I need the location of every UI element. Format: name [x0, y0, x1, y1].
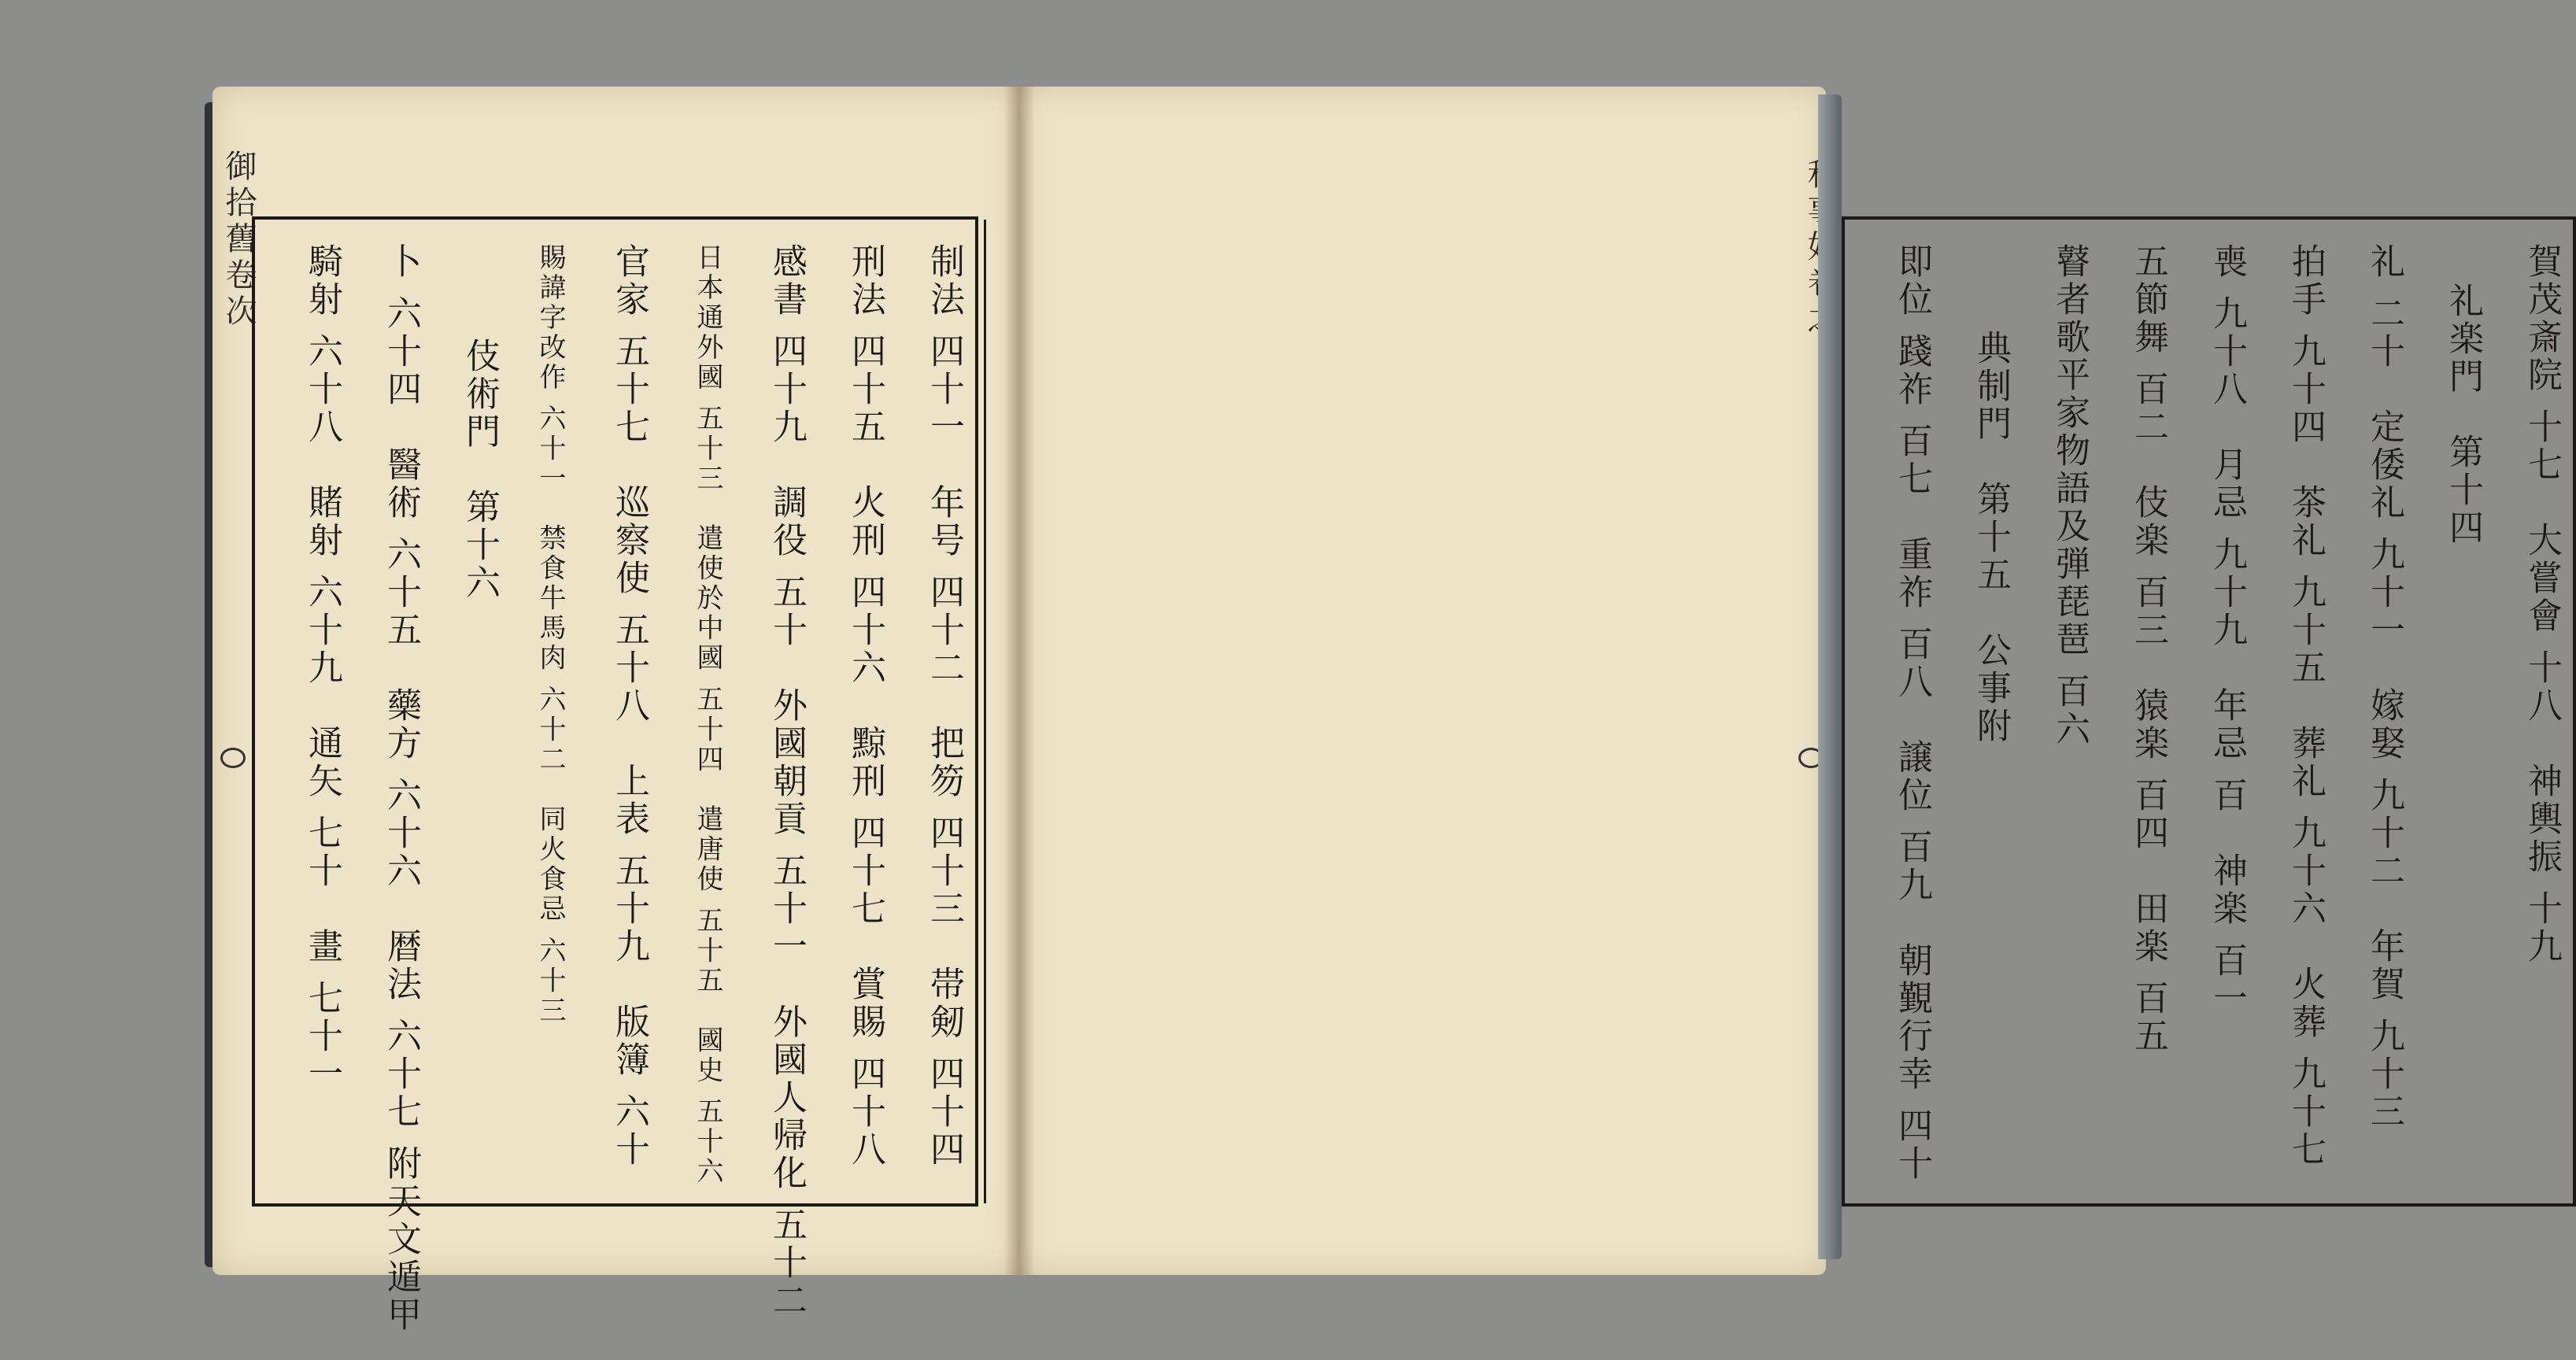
right-page-frame	[1842, 216, 2576, 1207]
left-page-side-title: 御拾舊卷次	[220, 150, 257, 331]
left-page-frame	[252, 216, 978, 1334]
text-column: 日本通外國 五十三 遣使於中國 五十四 遣唐使 五十五 國史 五十六	[692, 243, 723, 1188]
text-column: 即位 踐祚 百七 重祚 百八 譲位 百九 朝覲行幸 四十	[1892, 243, 1932, 1183]
text-column: 感書 四十九 調役 五十 外國朝貢 五十一 外國人帰化 五十二	[767, 243, 807, 1320]
book-gutter	[1003, 87, 1035, 1275]
section-heading: 礼楽門 第十四	[2443, 283, 2483, 547]
text-column: 制法 四十一 年号 四十二 把笏 四十三 帯剱 四十四	[924, 243, 964, 1169]
book-page-edges-right	[1818, 94, 1842, 1259]
left-frame-outer-rule	[984, 220, 986, 1203]
left-page	[213, 87, 1019, 1334]
right-page	[1019, 87, 2562, 1275]
text-column: 刑法 四十五 火刑 四十六 黥刑 四十七 賞賜 四十八	[845, 243, 885, 1169]
text-column: 騎射 六十八 賭射 六十九 通矢 七十 畫 七十一	[302, 243, 342, 1093]
text-column: 賜諱字改作 六十一 禁食牛馬肉 六十二 同火食忌 六十三	[534, 243, 566, 1026]
text-column: 五節舞 百二 伎楽 百三 猿楽 百四 田楽 百五	[2128, 243, 2168, 1055]
text-column: 官家 五十七 巡察使 五十八 上表 五十九 版簿 六十	[609, 243, 649, 1169]
section-heading: 典制門 第十五 公事附	[1971, 330, 2011, 745]
text-column: 卜 六十四 醫術 六十五 藥方 六十六 暦法 六十七 附天文遁甲	[381, 243, 421, 1334]
text-column: 拍手 九十四 茶礼 九十五 葬礼 九十六 火葬 九十七	[2286, 243, 2326, 1169]
text-column: 瞽者歌平家物語及弾琵琶 百六	[2049, 243, 2090, 748]
section-heading: 伎術門 第十六	[460, 338, 500, 602]
left-margin-mark	[220, 748, 246, 768]
text-column: 賀茂斎院 十七 大嘗會 十八 神輿振 十九	[2522, 243, 2562, 966]
text-column: 喪 九十八 月忌 九十九 年忌 百 神楽 百一	[2207, 243, 2247, 1018]
open-book	[213, 87, 2562, 1334]
text-column: 礼 二十 定倭礼 九十一 嫁娶 九十二 年賀 九十三	[2364, 243, 2404, 1131]
